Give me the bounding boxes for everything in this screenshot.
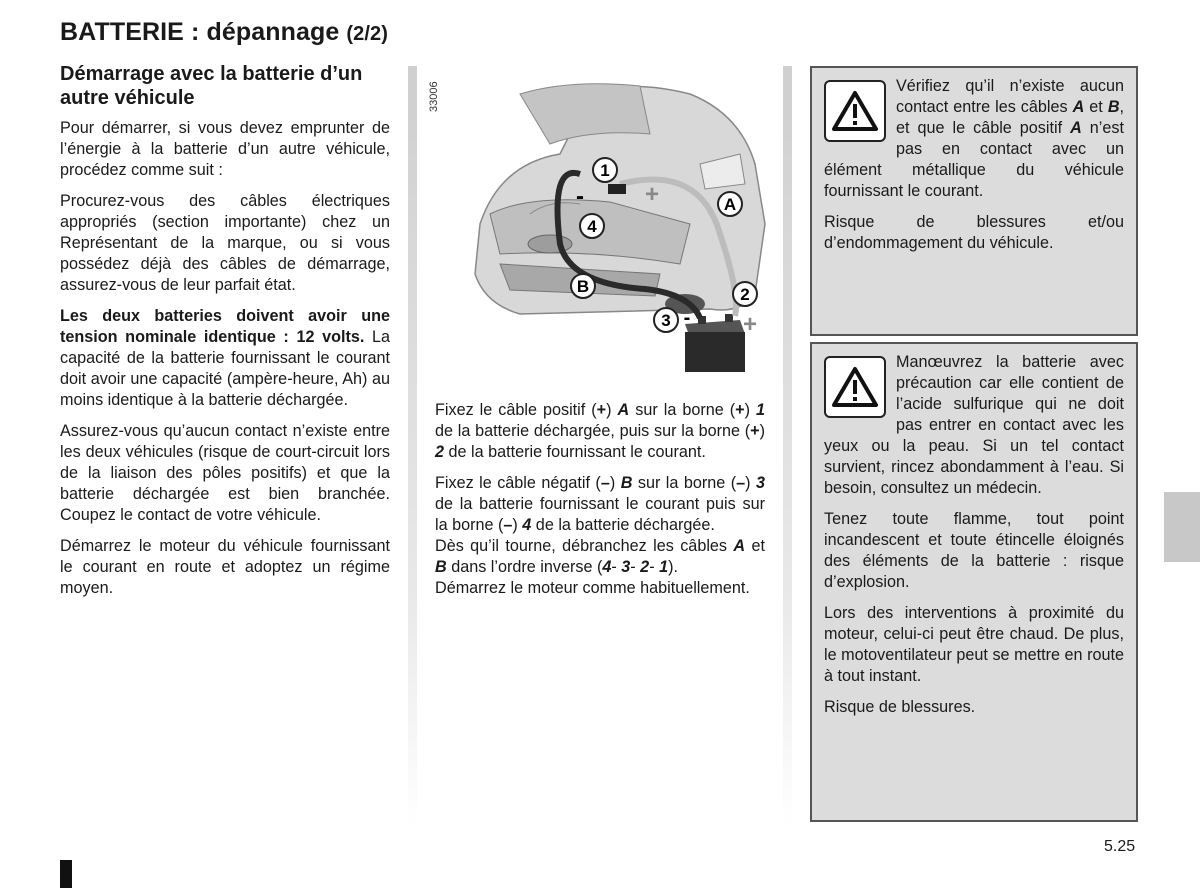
warning-cables-text: Vérifiez qu’il n’existe aucun contact entre les câbles A et B, et que le câble positif A n’est pas en contact avec un élément métallique du véhicule fournissant le courant. — [824, 77, 1125, 200]
column-left — [60, 62, 390, 609]
warning-injury-text: Risque de blessures. — [824, 698, 976, 716]
label-1 — [593, 158, 617, 182]
label-a — [718, 192, 742, 216]
warning-acid-text: Manœuvrez la batterie avec précaution car elle contient de l’acide sulfurique qui ne doit pas entrer en contact avec les yeux ou la peau. Si un tel contact survient, rincez abondamment à l’eau. Si besoin, consultez un médecin. — [824, 353, 1124, 497]
page-title-part: (2/2) — [346, 23, 389, 45]
paragraph-contact: Assurez-vous qu’aucun contact n’existe entre les deux véhicules (risque de court-circuit lors de la liaison des pôles positifs) et que la batterie déchargée est bien branchée. Coupez le contact de votre véhicule. — [60, 422, 390, 524]
voltage-rest: La capacité de la batterie fournissant le courant doit avoir une capacité (ampère-heure, Ah) au moins identique à la batterie déchargée. — [60, 328, 390, 409]
label-plus-1 — [645, 181, 659, 208]
paragraph-intro: Pour démarrer, si vous devez emprunter de l’énergie à la batterie d’un autre véhicule, procédez comme suit : — [60, 119, 390, 179]
paragraph-disconnect: Dès qu’il tourne, débranchez les câbles A et B dans l’ordre inverse (4- 3- 2- 1). — [435, 537, 765, 576]
paragraph-cables: Procurez-vous des câbles électriques appropriés (section importante) chez un Représentant de la marque, ou si vous possédez déjà des câbles de démarrage, assurez-vous de leur parfait état. — [60, 192, 390, 294]
jump-start-illustration — [440, 74, 770, 390]
svg-text:1: 1 — [600, 161, 610, 180]
label-3 — [654, 308, 678, 332]
label-b — [571, 274, 595, 298]
section-heading: Démarrage avec la batterie d’un autre véhicule — [60, 63, 363, 109]
warning-cables-risk: Risque de blessures et/ou d’endommagement du véhicule. — [824, 213, 1124, 252]
svg-text:+: + — [644, 181, 660, 208]
paragraph-start: Démarrez le moteur du véhicule fournissant le courant en route et adoptez un régime moyen. — [60, 537, 390, 597]
label-2 — [733, 282, 757, 306]
label-plus-2 — [743, 311, 757, 338]
figure-code: 33006 — [428, 81, 440, 112]
warning-box-battery — [810, 342, 1138, 822]
svg-text:2: 2 — [740, 285, 750, 304]
warning-triangle-icon — [824, 80, 886, 142]
svg-text:3: 3 — [661, 311, 671, 330]
battery-drawing — [685, 314, 745, 372]
svg-text:+: + — [742, 311, 758, 338]
svg-text:A: A — [723, 195, 737, 214]
label-minus-2 — [684, 307, 691, 329]
svg-text:B: B — [576, 277, 590, 296]
column-divider-right — [783, 66, 792, 826]
paragraph-voltage — [60, 306, 390, 411]
section-tab — [1164, 492, 1200, 562]
page-number: 5.25 — [1104, 838, 1136, 855]
column-divider-left — [408, 66, 417, 826]
warning-box-cables — [810, 66, 1138, 336]
page-title — [60, 18, 388, 47]
page-corner-mark — [60, 860, 72, 888]
paragraph-positive-cable: Fixez le câble positif (+) A sur la borne (+) 1 de la batterie déchargée, puis sur la borne (+) 2 de la batterie fournissant le courant. — [435, 401, 766, 461]
warning-engine-text: Lors des interventions à proximité du moteur, celui-ci peut être chaud. De plus, le motoventilateur peut se mettre en route à tout instant. — [824, 604, 1124, 685]
paragraph-negative-cable: Fixez le câble négatif (–) B sur la borne (–) 3 de la batterie fournissant le courant puis sur la borne (–) 4 de la batterie déchargée. — [435, 474, 765, 534]
label-minus-1 — [576, 183, 584, 210]
svg-text:4: 4 — [587, 217, 597, 236]
warning-flame-text: Tenez toute flamme, tout point incandescent et toute étincelle éloignés des éléments de la batterie : risque d’explosion. — [824, 510, 1124, 591]
column-middle — [435, 400, 765, 609]
page-title-main: BATTERIE : dépannage — [60, 18, 340, 46]
label-4 — [580, 214, 604, 238]
warning-triangle-icon — [824, 356, 886, 418]
svg-text:-: - — [683, 307, 691, 329]
svg-text:-: - — [576, 183, 584, 210]
voltage-bold: Les deux batteries doivent avoir une tension nominale identique : 12 volts. — [60, 307, 390, 346]
paragraph-restart: Démarrez le moteur comme habituellement. — [435, 579, 750, 597]
